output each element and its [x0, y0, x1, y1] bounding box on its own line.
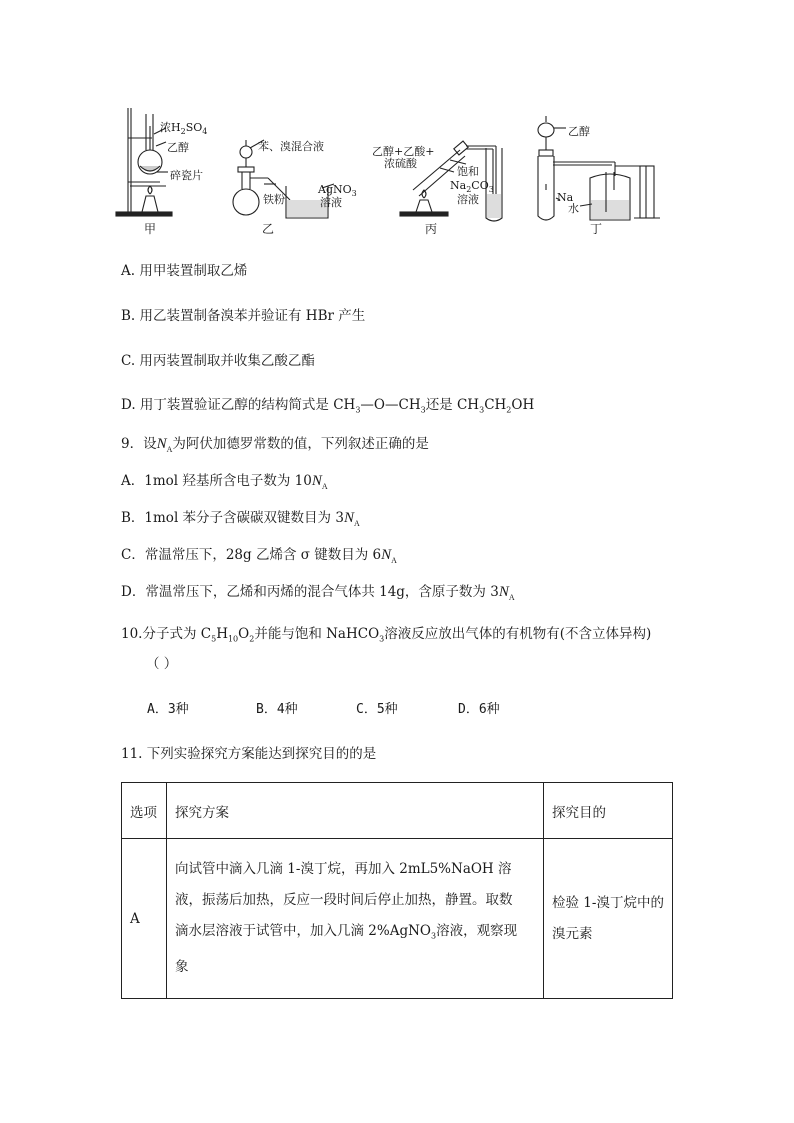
table-header-row — [122, 783, 673, 839]
label-bing-na2co3: $Na_2CO_3$ — [450, 179, 494, 195]
label-bing-sat: 饱和 — [457, 165, 479, 178]
label-yi-solution: 溶液 — [320, 196, 342, 209]
q9-option-a: A．1mol 羟基所含电子数为 $10N_A$ — [121, 473, 328, 491]
row-scheme: 向试管中滴入几滴 1-溴丁烷，再加入 2mL5%NaOH 溶 液，振荡后加热，反应一段时间后停止加热，静置。取数 滴水层溶液于试管中，加入几滴 2%AgNO$_3$溶液，观察现 象 — [167, 839, 544, 999]
q8-option-a: A. 用甲装置制取乙烯 — [121, 263, 248, 279]
label-yi-agno3: AgNO$_3$ — [318, 183, 357, 199]
q8-option-c: C. 用丙装置制取并收集乙酸乙酯 — [121, 353, 315, 369]
q8-option-b: B. 用乙装置制备溴苯并验证有 HBr 产生 — [121, 308, 366, 324]
label-bing-mix1: 乙醇+乙酸+ — [372, 145, 435, 158]
q10-option-d: D．6种 — [458, 702, 500, 717]
table-row — [122, 839, 673, 999]
q10-option-b: B．4种 — [256, 702, 298, 717]
q9-stem: 9．设$N_A$为阿伏加德罗常数的值，下列叙述正确的是 — [121, 436, 429, 454]
row-option: A — [122, 839, 167, 999]
label-bing-solution: 溶液 — [457, 193, 479, 206]
caption-bing: 丙 — [425, 222, 438, 236]
label-ding-na: Na — [557, 191, 574, 204]
q11-table — [121, 782, 673, 999]
caption-jia: 甲 — [144, 222, 157, 236]
label-bing-mix2: 浓硫酸 — [384, 157, 417, 170]
header-scheme: 探究方案 — [167, 783, 544, 839]
row-goal: 检验 1-溴丁烷中的 溴元素 — [544, 839, 673, 999]
label-jia-ethanol: 乙醇 — [167, 141, 189, 154]
q9-option-b: B．1mol 苯分子含碳碳双键数目为 $3N_A$ — [121, 510, 360, 528]
q10-stem: 10.分子式为 $C_5H_{10}O_2$并能与饱和 NaHCO$_3$溶液反应放出气体的有机物有(不含立体异构) — [121, 626, 652, 644]
label-yi-benzene-bromine: 苯、溴混合液 — [258, 140, 324, 153]
header-goal: 探究目的 — [544, 783, 673, 839]
q8-option-d: D. 用丁装置验证乙醇的结构简式是 $CH_3—O—CH_3$还是 $CH_3CH_2OH$ — [121, 397, 535, 415]
label-ding-water: 水 — [568, 202, 579, 215]
q9-option-d: D．常温常压下，乙烯和丙烯的混合气体共 14g，含原子数为 $3N_A$ — [121, 584, 515, 602]
q10-option-c: C．5种 — [356, 702, 398, 717]
q11-stem: 11. 下列实验探究方案能达到探究目的的是 — [121, 746, 377, 762]
q10-option-a: A．3种 — [147, 702, 189, 717]
q10-answer-paren: （ ） — [146, 656, 178, 672]
label-jia-h2so4: 浓$H_2SO_4$ — [160, 121, 208, 137]
caption-yi: 乙 — [262, 222, 275, 236]
caption-ding: 丁 — [590, 222, 603, 236]
header-option: 选项 — [122, 783, 167, 839]
label-jia-porcelain: 碎瓷片 — [170, 169, 203, 182]
q9-option-c: C．常温常压下，28g 乙烯含 σ 键数目为 $6N_A$ — [121, 547, 397, 565]
label-yi-iron: 铁粉 — [263, 193, 285, 206]
label-ding-ethanol: 乙醇 — [568, 125, 590, 138]
